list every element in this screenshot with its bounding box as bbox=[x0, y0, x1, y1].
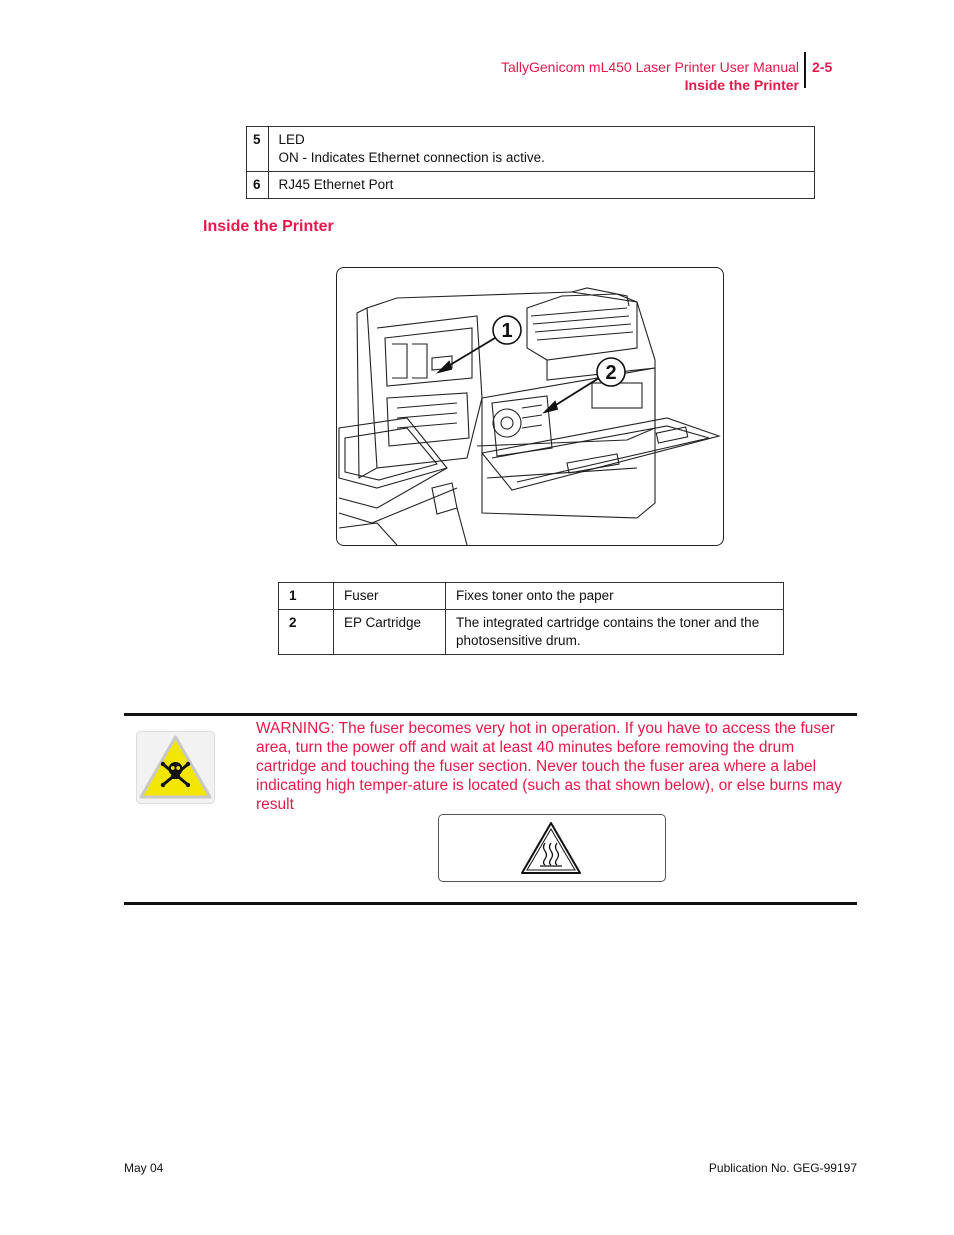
part-description: Fixes toner onto the paper bbox=[446, 583, 784, 610]
part-name: Fuser bbox=[334, 583, 446, 610]
callout-2: 2 bbox=[605, 362, 617, 384]
section-title: Inside the Printer bbox=[203, 218, 334, 235]
printer-illustration bbox=[337, 268, 723, 545]
row-line: ON - Indicates Ethernet connection is active. bbox=[278, 150, 545, 165]
warning-text: WARNING: The fuser becomes very hot in operation. If you have to access the fuser area, turn the power off and wait at least 40 minutes before removing the drum cartridge and touching the fuser section. Never touch the fuser area where a label indicating high temper-ature is located (such as that shown below), or else burns may result bbox=[256, 720, 842, 813]
table-row bbox=[247, 172, 815, 199]
connector-table bbox=[246, 126, 815, 199]
hot-surface-label bbox=[438, 814, 666, 882]
table-row bbox=[247, 127, 815, 172]
part-number: 2 bbox=[279, 610, 334, 655]
manual-title: TallyGenicom mL450 Laser Printer User Manual bbox=[500, 59, 799, 75]
row-description bbox=[268, 172, 814, 199]
parts-table bbox=[278, 582, 784, 655]
row-number: 6 bbox=[247, 172, 269, 199]
part-description: The integrated cartridge contains the toner and the photosensitive drum. bbox=[446, 610, 784, 655]
skull-crossbones-warning-icon bbox=[136, 731, 215, 804]
row-line: RJ45 Ethernet Port bbox=[278, 177, 394, 192]
header-divider bbox=[804, 52, 806, 88]
footer-date: May 04 bbox=[124, 1161, 164, 1175]
callout-1: 1 bbox=[501, 320, 513, 342]
row-number: 5 bbox=[247, 127, 269, 172]
footer-publication: Publication No. GEG-99197 bbox=[708, 1161, 857, 1175]
part-number: 1 bbox=[279, 583, 334, 610]
table-row bbox=[279, 583, 784, 610]
row-line: LED bbox=[278, 132, 305, 147]
header-section-name: Inside the Printer bbox=[684, 77, 799, 93]
printer-interior-figure bbox=[336, 267, 724, 546]
warning-bottom-rule bbox=[124, 902, 857, 905]
part-name: EP Cartridge bbox=[334, 610, 446, 655]
hot-surface-icon bbox=[439, 815, 665, 881]
running-header bbox=[501, 58, 799, 94]
row-description bbox=[268, 127, 814, 172]
table-row bbox=[279, 610, 784, 655]
warning-top-rule bbox=[124, 713, 857, 716]
page-number: 2-5 bbox=[812, 59, 833, 75]
